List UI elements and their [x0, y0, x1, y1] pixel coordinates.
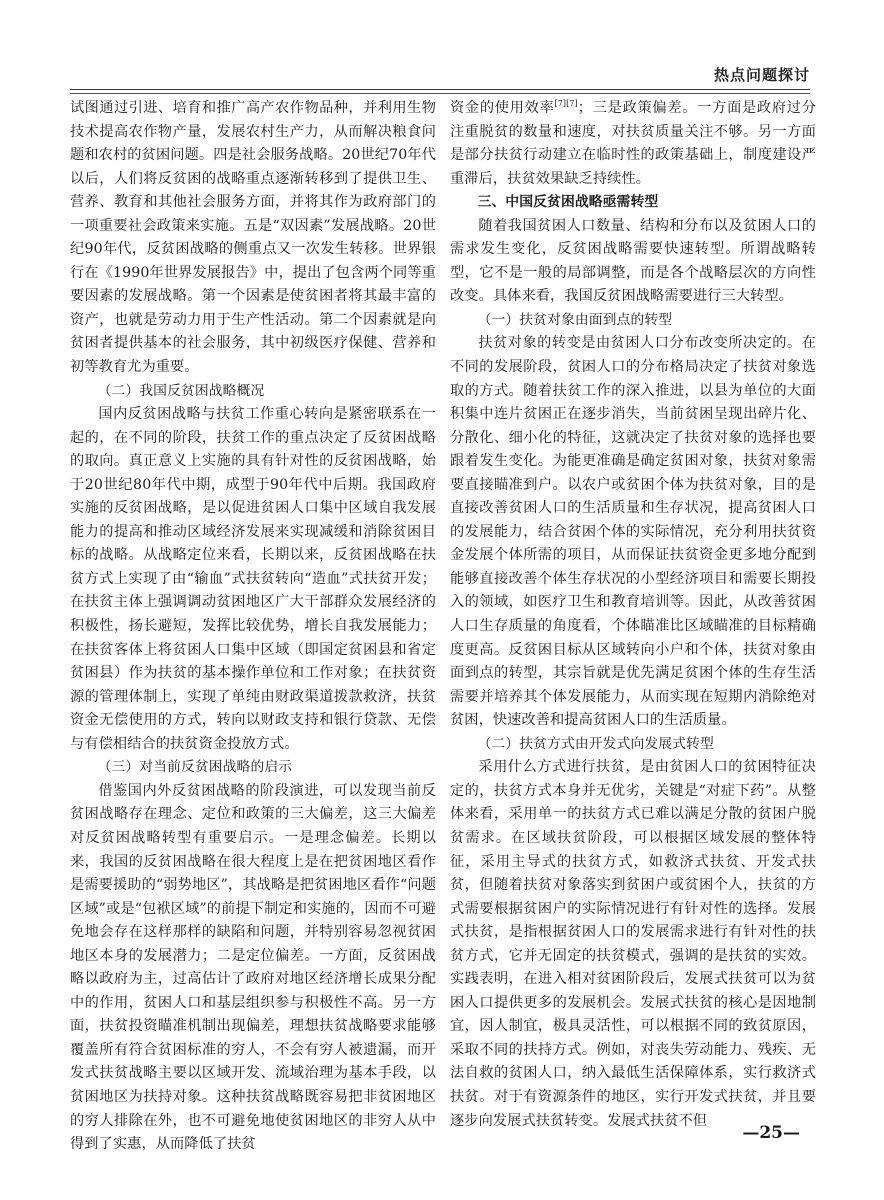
paragraph: 采用什么方式进行扶贫，是由贫困人口的贫困特征决定的，扶贫方式本身并无优劣，关键是“对症下药”。从整体来看，采用单一的扶贫方式已难以满足分散的贫困户脱贫需求。在区域扶贫阶段，可以根据区域发展的整体特征，采用主导式的扶贫方式，如救济式扶贫、开发式扶贫，但随着扶贫对象落实到贫困户或贫困个人，扶贫的方式需要根据贫困户的实际情况进行有针对性的选择。发展式扶贫，是指根据贫困人口的发展需求进行有针对性的扶贫方式，它并无固定的扶贫模式，强调的是扶贫的实效。实践表明，在进入相对贫困阶段后，发展式扶贫可以为贫困人口提供更多的发展机会。发展式扶贫的核心是因地制宜，因人制宜，极具灵活性，可以根据不同的致贫原因，采取不同的扶持方式。例如，对丧失劳动能力、残疾、无法自救的贫困人口，纳入最低生活保障体系，实行救济式扶贫。对于有资源条件的地区，实行开发式扶贫，并且要逐步向发展式扶贫转变。发展式扶贫不但 — [450, 759, 816, 1129]
subsection-heading-1: （一）扶贫对象由面到点的转型 — [477, 311, 673, 328]
header-rule — [70, 89, 810, 90]
left-column — [70, 97, 436, 1157]
paragraph: 扶贫对象的转变是由贫困人口分布改变所决定的。在不同的发展阶段，贫困人口的分布格局决定了扶贫对象选取的方式。随着扶贫工作的深入推进，以县为单位的大面积集中连片贫困正在逐步消失，当前贫困呈现出碎片化、分散化、细小化的特征，这就决定了扶贫对象的选择也要跟着发生变化。为能更准确是确定贫困对象，扶贫对象需要直接瞄准到户。以农户或贫困个体为扶贫对象，目的是直接改善贫困人口的生活质量和生存状况，提高贫困人口的发展能力，结合贫困个体的实际情况，充分利用扶贫资金发展个体所需的项目，从而保证扶贫资金更多地分配到能够直接改善个体生存状况的小型经济项目和需要长期投入的领域，如医疗卫生和教育培训等。因此，从改善贫困人口生存质量的角度看，个体瞄准比区域瞄准的目标精确度更高。反贫困目标从区域转向小户和个体，扶贫对象由面到点的转型，其宗旨就是优先满足贫困个体的生存生活需要并培养其个体发展能力，从而实现在短期内消除绝对贫困，快速改善和提高贫困人口的生活质量。 — [450, 335, 816, 729]
subsection-heading-2: （二）扶贫方式由开发式向发展式转型 — [477, 735, 714, 752]
section-header-title: 热点问题探讨 — [713, 66, 810, 84]
paragraph: 国内反贫困战略与扶贫工作重心转向是紧密联系在一起的，在不同的阶段，扶贫工作的重点决定了反贫困战略的取向。真正意义上实施的具有针对性的反贫困战略，始于20世纪80年代中期，成型于90年代中后期。我国政府实施的反贫困战略，是以促进贫困人口集中区域自我发展能力的提高和推动区域经济发展来实现减缓和消除贫困目标的战略。从战略定位来看，长期以来，反贫困战略在扶贫方式上实现了由“输血”式扶贫转向“造血”式扶贫开发；在扶贫主体上强调调动贫困地区广大干部群众发展经济的积极性，扬长避短，发挥比较优势，增长自我发展能力；在扶贫客体上将贫困人口集中区域（即国定贫困县和省定贫困县）作为扶贫的基本操作单位和工作对象；在扶贫资源的管理体制上，实现了单纯由财政渠道拨款救济，扶贫资金无偿使用的方式，转向以财政支持和银行贷款、无偿与有偿相结合的扶贫资金投放方式。 — [70, 406, 436, 752]
subsection-heading-3: （三）对当前反贫困战略的启示 — [97, 759, 293, 776]
subsection-heading-2: （二）我国反贫困战略概况 — [97, 382, 265, 399]
header-rule-thin — [70, 93, 810, 94]
paragraph-continuation — [450, 97, 816, 191]
paragraph-continuation: 试图通过引进、培育和推广高产农作物品种，并利用生物技术提高农作物产量，发展农村生产力，从而解决粮食问题和农村的贫困问题。四是社会服务战略。20世纪70年代以后，人们将反贫困的战略重点逐渐转移到了提供卫生、营养、教育和其他社会服务方面，并将其作为政府部门的一项重要社会政策来实施。五是“双因素”发展战略。20世纪90年代，反贫困战略的侧重点又一次发生转移。世界银行在《1990年世界发展报告》中，提出了包含两个同等重要因素的发展战略。第一个因素是使贫困者将其最丰富的资产，也就是劳动力用于生产性活动。第二个因素就是向贫困者提供基本的社会服务，其中初级医疗保健、营养和初等教育尤为重要。 — [70, 100, 436, 376]
text-run: 资金的使用效率 — [450, 100, 555, 116]
text-run: ；三是政策偏差。一方面是政府过分注重脱贫的数量和速度，对扶贫质量关注不够。另一方面是部分扶贫行动建立在临时性的政策基础上，制度建设严重滞后，扶贫效果缺乏持续性。 — [450, 100, 817, 187]
paragraph: 借鉴国内外反贫困战略的阶段演进，可以发现当前反贫困战略存在理念、定位和政策的三大偏差，这三大偏差对反贫困战略转型有重要启示。一是理念偏差。长期以来，我国的反贫困战略在很大程度上是在把贫困地区看作是需要援助的“弱势地区”，其战略是把贫困地区看作“问题区域”或是“包袱区域”的前提下制定和实施的，因而不可避免地会存在这样那样的缺陷和问题，并特别容易忽视贫困地区本身的发展潜力；二是定位偏差。一方面，反贫困战略以政府为主，过高估计了政府对地区经济增长成果分配中的作用，贫困人口和基层组织参与积极性不高。另一方面，扶贫投资瞄准机制出现偏差，理想扶贫战略要求能够覆盖所有符合贫困标准的穷人，不会有穷人被遗漏，而开发式扶贫战略主要以区域开发、流域治理为基本手段，以贫困地区为扶持对象。这种扶贫战略既容易把非贫困地区的穷人排除在外，也不可避免地使贫困地区的非穷人从中得到了实惠，从而降低了扶贫 — [70, 782, 436, 1153]
section-heading: 三、中国反贫困战略亟需转型 — [477, 194, 659, 211]
right-column — [450, 97, 816, 1133]
page-number: —25— — [742, 1123, 800, 1143]
citation-ref: [7][7] — [554, 99, 578, 108]
paragraph: 随着我国贫困人口数量、结构和分布以及贫困人口的需求发生变化，反贫困战略需要快速转型。所谓战略转型，它不是一般的局部调整，而是各个战略层次的方向性改变。具体来看，我国反贫困战略需要进行三大转型。 — [450, 217, 816, 305]
